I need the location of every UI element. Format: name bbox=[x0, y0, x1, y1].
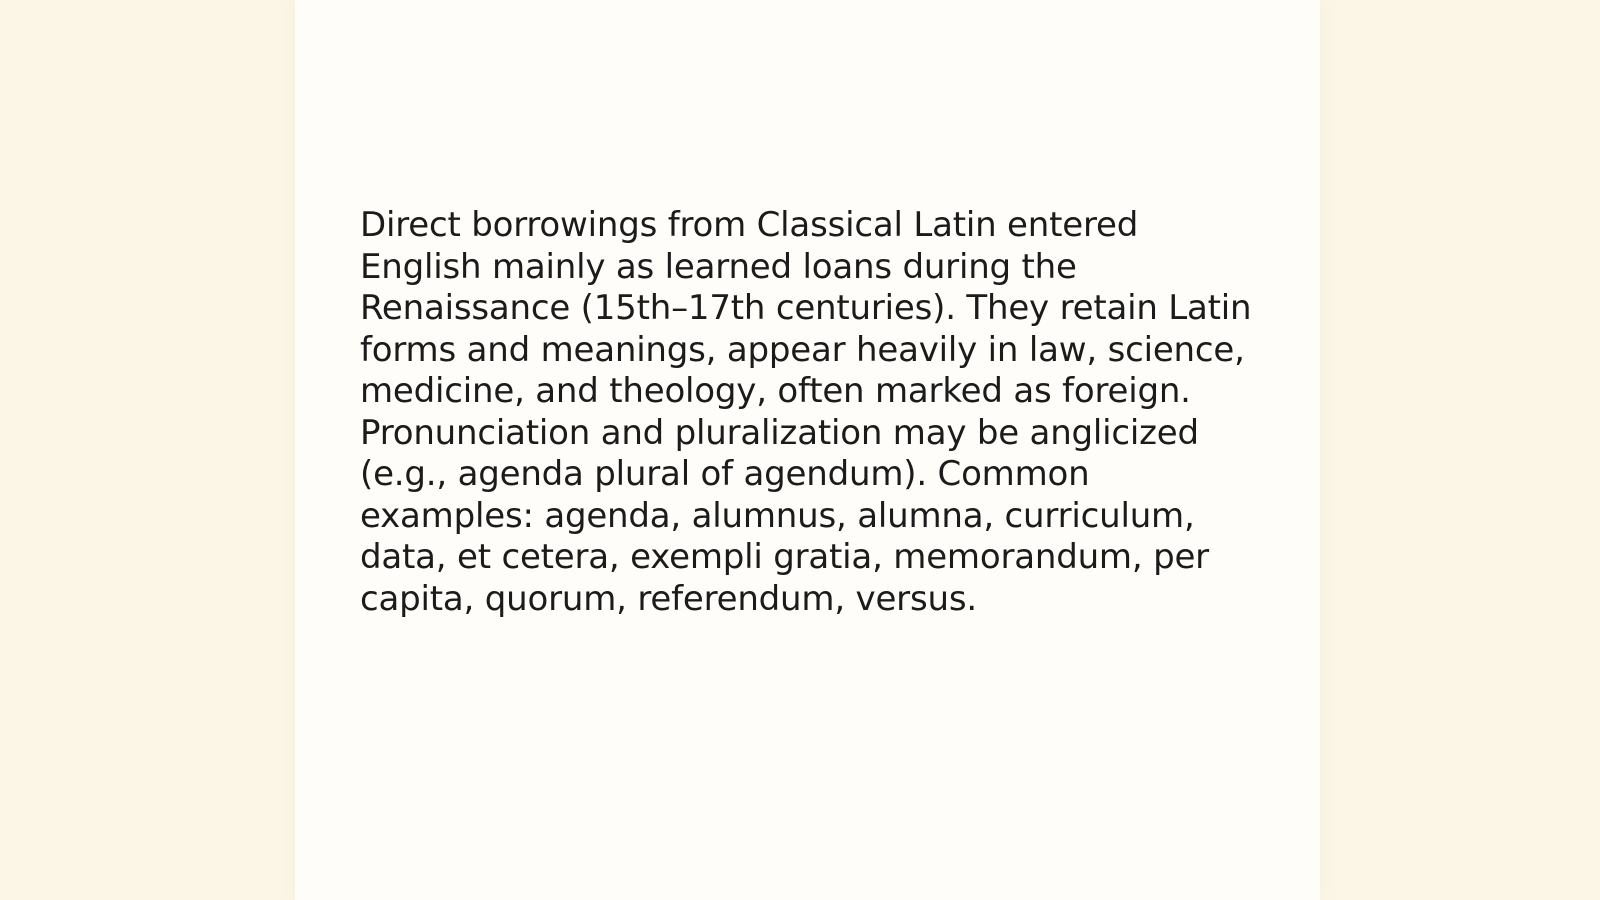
document-page bbox=[295, 0, 1320, 900]
body-paragraph: Direct borrowings from Classical Latin entered English mainly as learned loans during the Renaissance (15th–17th centuries). They retain Latin forms and meanings, appear heavily in law, science, medicine, and theology, often marked as foreign. Pronunciation and pluralization may be anglicized (e.g., agenda plural of agendum). Common examples: agenda, alumnus, alumna, curriculum, data, et cetera, exempli gratia, memorandum, per capita, quorum, referendum, versus. bbox=[360, 205, 1252, 619]
